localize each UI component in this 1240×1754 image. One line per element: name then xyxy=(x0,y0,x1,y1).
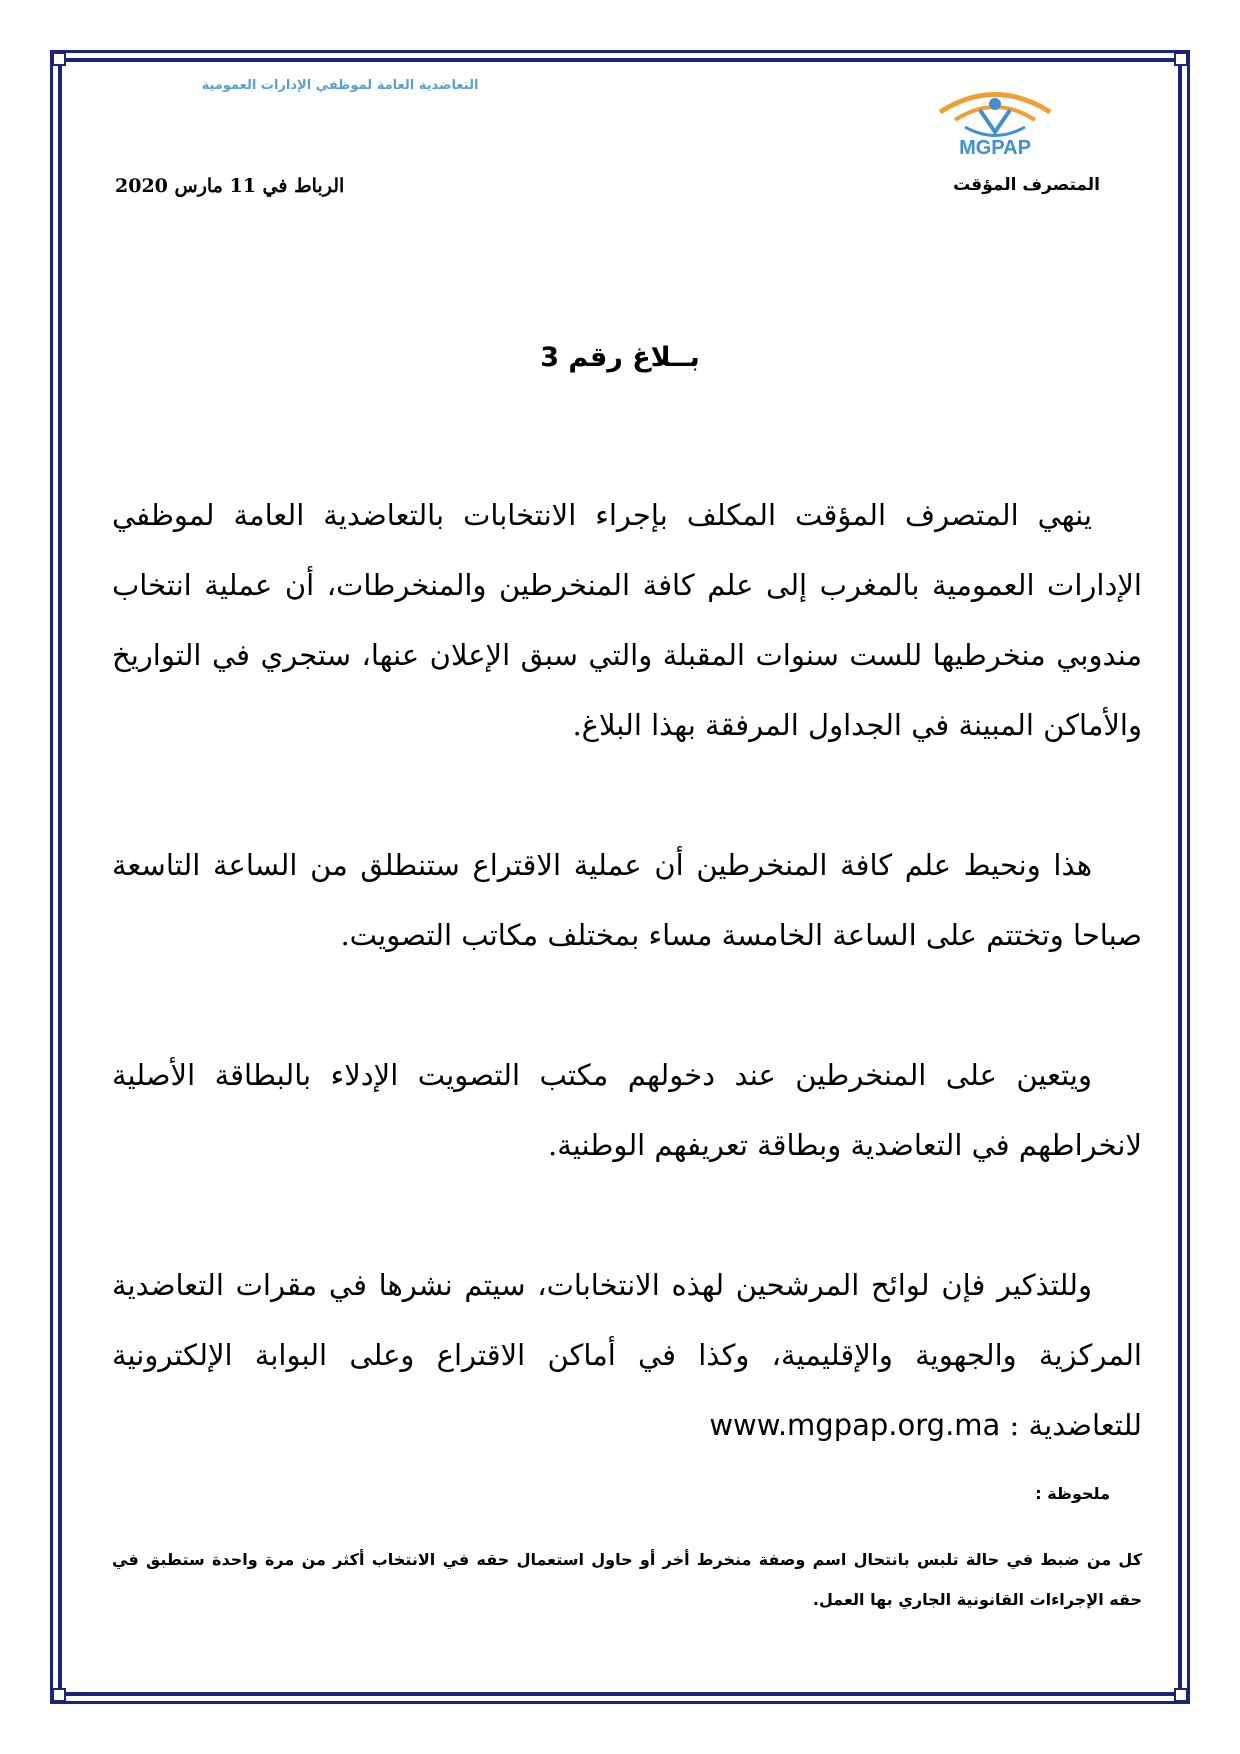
frame-corner xyxy=(52,52,66,66)
place-date: الرباط في 11 مارس 2020 xyxy=(115,175,345,197)
note-text: كل من ضبط في حالة تلبس بانتحال اسم وصفة منخرط أخر أو حاول استعمال حقه في الانتخاب أكثر من مرة واحدة ستطبق في حقه الإجراءات القانونية الجاري بها العمل. xyxy=(112,1550,1142,1609)
issuer-label: المتصرف المؤقت xyxy=(953,175,1100,195)
paragraph-3: ويتعين على المنخرطين عند دخولهم مكتب التصويت الإدلاء بالبطاقة الأصلية لانخراطهم في التعاضدية وبطاقة تعريفهم الوطنية. xyxy=(112,1058,1142,1162)
paragraph-2: هذا ونحيط علم كافة المنخرطين أن عملية الاقتراع ستنطلق من الساعة التاسعة صباحا وتختتم على الساعة الخامسة مساء بمختلف مكاتب التصويت. xyxy=(112,848,1142,952)
organization-banner: التعاضدية العامة لموظفي الإدارات العمومية xyxy=(201,78,479,93)
frame-corner xyxy=(1174,52,1188,66)
mgpap-logo-icon xyxy=(920,82,1070,172)
paragraph-4 xyxy=(112,1250,1142,1460)
logo-wordmark: MGPAP xyxy=(959,137,1031,159)
paragraph-1: ينهي المتصرف المؤقت المكلف بإجراء الانتخابات بالتعاضدية العامة لموظفي الإدارات العمومية بالمغرب إلى علم كافة المنخرطين والمنخرطات، أن عملية انتخاب مندوبي منخرطيها للست سنوات المقبلة والتي سبق الإعلان عنها، ستجري في التواريخ والأماكن المبينة في الجداول المرفقة بهذا البلاغ. xyxy=(112,498,1142,742)
paragraph-4-text: وللتذكير فإن لوائح المرشحين لهذه الانتخابات، سيتم نشرها في مقرات التعاضدية المركزية والجهوية والإقليمية، وكذا في أماكن الاقتراع وعلى البوابة الإلكترونية للتعاضدية : xyxy=(112,1268,1142,1442)
website-url: www.mgpap.org.ma xyxy=(709,1408,1001,1442)
page-title: بــلاغ رقم 3 xyxy=(540,342,700,373)
frame-corner xyxy=(1174,1688,1188,1702)
mgpap-logo xyxy=(920,82,1070,172)
note-label: ملحوظة : xyxy=(1035,1484,1110,1503)
document-body xyxy=(112,480,1142,1530)
frame-corner xyxy=(52,1688,66,1702)
